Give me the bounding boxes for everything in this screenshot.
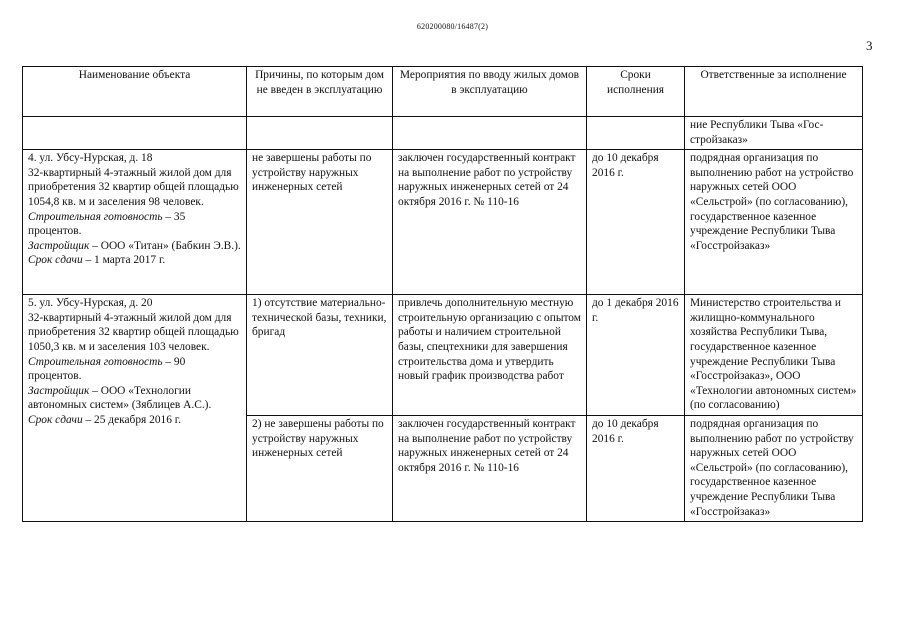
- table-header-row: [23, 67, 863, 117]
- column-header-reasons: Причины, по которым дом не введен в эксплуатацию: [247, 67, 393, 117]
- cell-empty: [393, 117, 587, 150]
- developer-label: Застройщик: [28, 239, 90, 252]
- document-id: 620200080/16487(2): [416, 22, 489, 31]
- developer-label: Застройщик: [28, 384, 90, 397]
- cell-measure: заключен государственный контракт на выполнение работ по устройству наружных инженерных сетей от 24 октября 2016 г. № 110-16: [393, 150, 587, 295]
- object-readiness: [28, 210, 241, 239]
- deadline-value: – 25 декабря 2016 г.: [82, 413, 181, 426]
- object-deadline: [28, 253, 241, 268]
- object-readiness: [28, 355, 241, 384]
- readiness-value: – 90 процентов.: [28, 355, 186, 383]
- table-row-continuation: [23, 117, 863, 150]
- cell-measure: привлечь дополнительную местную строительную организацию с опытом работы и наличием строительной базы, спецтехники для завершения строительства дома и утвердить новый график производства работ: [393, 295, 587, 416]
- object-description: 32-квартирный 4-этажный жилой дом для приобретения 32 квартир общей площадью 1054,8 кв. м и заселения 98 человек.: [28, 166, 239, 208]
- cell-empty: [587, 117, 685, 150]
- column-header-responsible: Ответственные за исполнение: [685, 67, 863, 117]
- table-row-object-5-part-1: [23, 295, 863, 416]
- column-header-terms: Сроки исполнения: [587, 67, 685, 117]
- deadline-label: Срок сдачи: [28, 254, 83, 267]
- cell-term: до 10 декабря 2016 г.: [587, 415, 685, 521]
- page-number: 3: [866, 38, 873, 53]
- column-header-object: Наименование объекта: [23, 67, 247, 117]
- table-row-object-4: [23, 150, 863, 295]
- cell-responsible: Министерство строительства и жилищно-коммунального хозяйства Республики Тыва, государственное казенное учреждение Республики Тыва «Госстройзаказ», ООО «Технологии автономных систем» (по согласованию): [685, 295, 863, 416]
- developer-value: – ООО «Технологии автономных систем» (Зяблицев А.С.).: [28, 384, 212, 412]
- cell-measure: заключен государственный контракт на выполнение работ по устройству наружных инженерных сетей от 24 октября 2016 г. № 110-16: [393, 415, 587, 521]
- object-developer: [28, 384, 241, 413]
- cell-reason: 2) не завершены работы по устройству наружных инженерных сетей: [247, 415, 393, 521]
- cell-term: до 10 декабря 2016 г.: [587, 150, 685, 295]
- cell-object: [23, 150, 247, 295]
- readiness-label: Строительная готовность: [28, 210, 163, 223]
- developer-value: – ООО «Титан» (Бабкин Э.В.).: [89, 239, 241, 252]
- cell-responsible: подрядная организация по выполнению работ на устройство наружных сетей ООО «Сельстрой» (по согласованию), государственное казенное учреждение Республики Тыва «Госстройзаказ»: [685, 150, 863, 295]
- object-description: 32-квартирный 4-этажный жилой дом для приобретения 32 квартир общей площадью 1050,3 кв. м и заселения 103 человек.: [28, 311, 239, 353]
- object-address: 5. ул. Убсу-Нурская, д. 20: [28, 297, 153, 310]
- cell-term: до 1 декабря 2016 г.: [587, 295, 685, 416]
- column-header-measures: Мероприятия по вводу жилых домов в эксплуатацию: [393, 67, 587, 117]
- cell-object: [23, 295, 247, 522]
- deadline-value: – 1 марта 2017 г.: [82, 254, 166, 267]
- cell-reason: не завершены работы по устройству наружных инженерных сетей: [247, 150, 393, 295]
- cell-empty: [247, 117, 393, 150]
- readiness-value: – 35 процентов.: [28, 210, 186, 238]
- object-address: 4. ул. Убсу-Нурская, д. 18: [28, 152, 153, 165]
- object-developer: [28, 239, 241, 254]
- cell-responsible: подрядная организация по выполнению работ по устройству наружных сетей ООО «Сельстрой» (по согласованию), государственное казенное учреждение Республики Тыва «Госстройзаказ»: [685, 415, 863, 521]
- cell-reason: 1) отсутствие материально-технической базы, техники, бригад: [247, 295, 393, 416]
- deadline-label: Срок сдачи: [28, 413, 83, 426]
- object-deadline: [28, 413, 241, 428]
- objects-table: [22, 66, 863, 522]
- cell-responsible: ние Республики Тыва «Гос-стройзаказ»: [685, 117, 863, 150]
- cell-empty: [23, 117, 247, 150]
- readiness-label: Строительная готовность: [28, 355, 163, 368]
